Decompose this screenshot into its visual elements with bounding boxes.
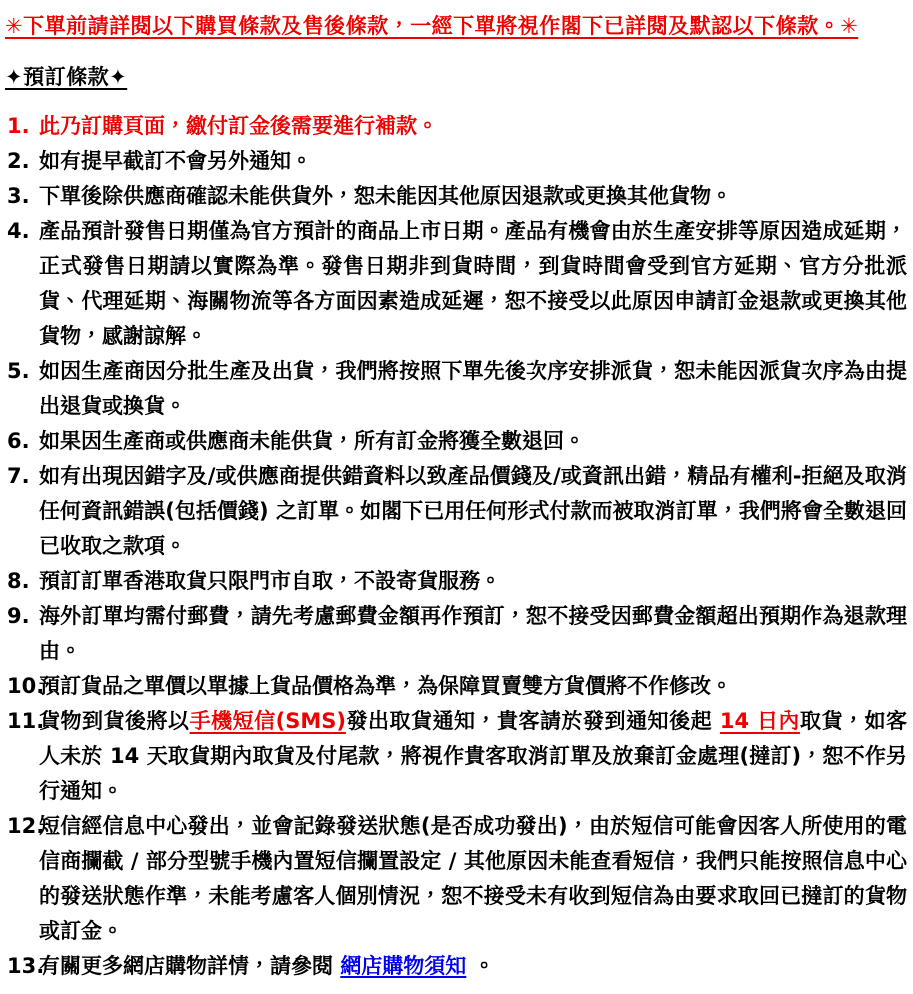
preorder-terms-section-title: ✦預訂條款✦ [5, 65, 128, 89]
term-number: 2. [7, 149, 30, 173]
term-item-13 [5, 949, 907, 984]
term-text: 預訂訂單香港取貨只限門市自取，不設寄貨服務。 [39, 569, 501, 593]
term-text: 如有出現因錯字及/或供應商提供錯資料以致產品價錢及/或資訊出錯，精品有權利-拒絕及取消任何資訊錯誤(包括價錢) 之訂單。如閣下已用任何形式付款而被取消訂單，我們將會全數退回已收取之款項。 [39, 464, 907, 558]
term-number: 1. [7, 114, 30, 138]
term-number: 9. [7, 604, 30, 628]
term-item-7 [5, 459, 907, 564]
term-item-3 [5, 179, 907, 214]
term-number: 12. [7, 814, 45, 838]
term-item-6 [5, 424, 907, 459]
term-item-12 [5, 809, 907, 949]
term-text: 此乃訂購頁面，繳付訂金後需要進行補款。 [39, 114, 438, 138]
store-shopping-notice-link[interactable]: 網店購物須知 [340, 954, 467, 978]
term-text: 下單後除供應商確認未能供貨外，恕未能因其他原因退款或更換其他貨物。 [39, 184, 732, 208]
term-text: 如果因生產商或供應商未能供貨，所有訂金將獲全數退回。 [39, 429, 585, 453]
term-number: 6. [7, 429, 30, 453]
sms-highlight: 手機短信(SMS) [189, 709, 346, 733]
term-number: 8. [7, 569, 30, 593]
term-text: 海外訂單均需付郵費，請先考慮郵費金額再作預訂，恕不接受因郵費金額超出預期作為退款理由。 [39, 604, 907, 663]
term-text: 預訂貨品之單價以單據上貨品價格為準，為保障買賣雙方貨價將不作修改。 [39, 674, 732, 698]
term-number: 10. [7, 674, 45, 698]
term-item-1 [5, 109, 907, 144]
term-number: 13. [7, 954, 45, 978]
purchase-terms-warning-heading: ✳下單前請詳閱以下購買條款及售後條款，一經下單將視作閣下已詳閱及默認以下條款。✳ [5, 14, 859, 38]
term-text-segment: 。 [466, 954, 495, 978]
terms-list [5, 109, 907, 984]
term-number: 4. [7, 219, 30, 243]
term-text-segment: 取貨，如客人未於 14 天取貨期內取貨及付尾款，將視作貴客取消訂單及放棄訂金處理(撻訂)，恕不作另行通知。 [39, 709, 908, 803]
term-text: 短信經信息中心發出，並會記錄發送狀態(是否成功發出)，由於短信可能會因客人所使用的電信商攔截 / 部分型號手機內置短信攔置設定 / 其他原因未能查看短信，我們只能按照信息中心的發送狀態作準，未能考慮客人個別情況，恕不接受未有收到短信為由要求取回已撻訂的貨物或訂金。 [39, 814, 907, 943]
pickup-days-highlight: 14 日內 [719, 709, 800, 733]
term-number: 11. [7, 709, 45, 733]
term-text-segment: 貨物到貨後將以 [39, 709, 190, 733]
term-item-11 [5, 704, 907, 809]
term-item-8 [5, 564, 907, 599]
term-text: 如有提早截訂不會另外通知。 [39, 149, 312, 173]
term-text-segment: 發出取貨通知，貴客請於發到通知後起 [345, 709, 720, 733]
term-number: 5. [7, 359, 30, 383]
term-item-2 [5, 144, 907, 179]
term-item-10 [5, 669, 907, 704]
term-item-5 [5, 354, 907, 424]
term-text: 如因生產商因分批生產及出貨，我們將按照下單先後次序安排派貨，恕未能因派貨次序為由提出退貨或換貨。 [39, 359, 907, 418]
term-text: 產品預計發售日期僅為官方預計的商品上市日期。產品有機會由於生產安排等原因造成延期，正式發售日期請以實際為準。發售日期非到貨時間，到貨時間會受到官方延期、官方分批派貨、代理延期、海關物流等各方面因素造成延遲，恕不接受以此原因申請訂金退款或更換其他貨物，感謝諒解。 [39, 219, 907, 348]
term-number: 7. [7, 464, 30, 488]
term-item-9 [5, 599, 907, 669]
term-text-segment: 有關更多網店購物詳情，請參閱 [39, 954, 341, 978]
term-item-4 [5, 214, 907, 354]
term-number: 3. [7, 184, 30, 208]
